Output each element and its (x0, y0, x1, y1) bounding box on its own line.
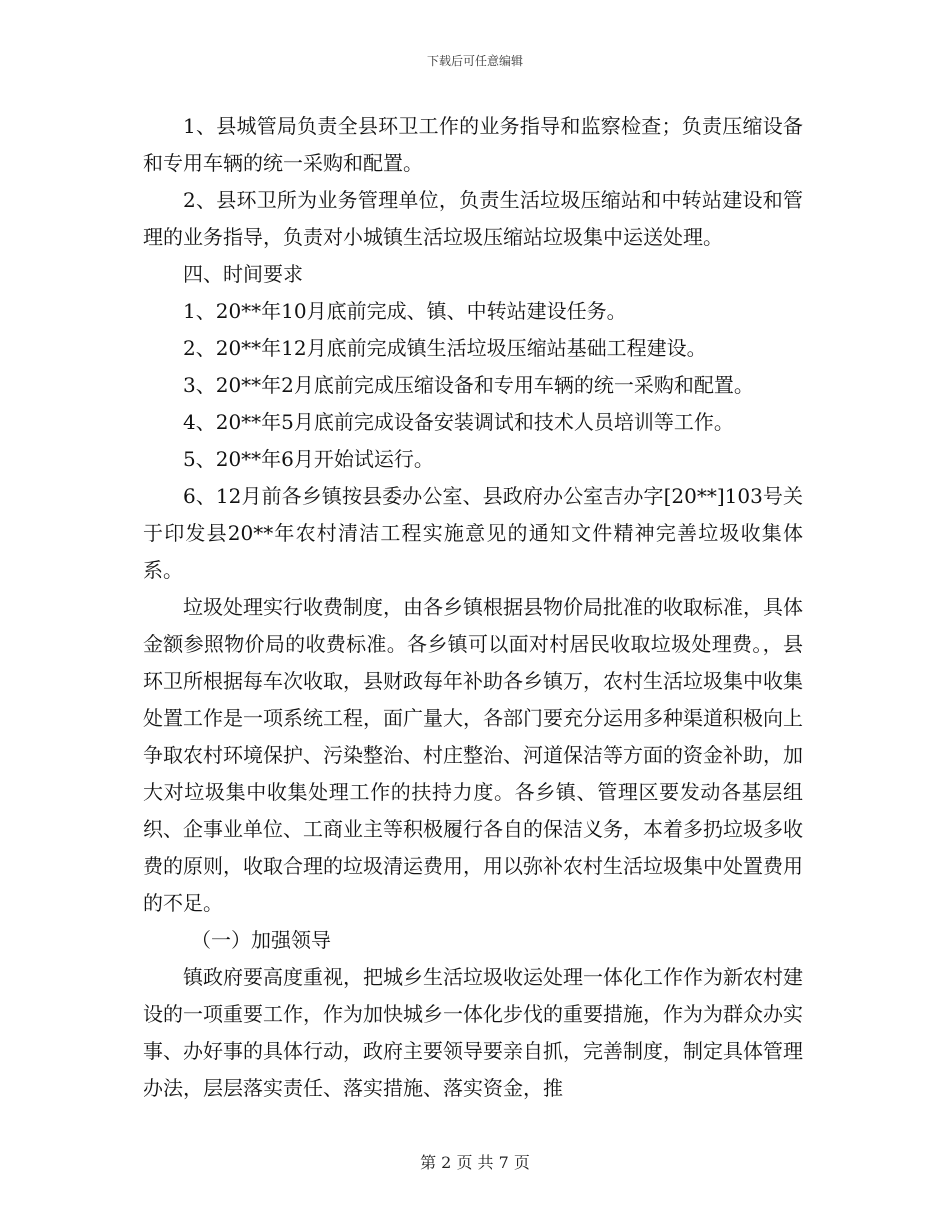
section-heading: 四、时间要求 (183, 262, 303, 286)
paragraph: 1、20**年10月底前完成、镇、中转站建设任务。 (183, 299, 627, 323)
paragraph: 1、县城管局负责全县环卫工作的业务指导和监察检查；负责压缩设备和专用车辆的统一采购和配置。 (143, 114, 803, 175)
paragraph: 3、20**年2月底前完成压缩设备和专用车辆的统一采购和配置。 (183, 373, 754, 397)
subsection-heading: （一）加强领导 (191, 928, 331, 952)
page-footer: 第 2 页 共 7 页 (420, 1153, 530, 1172)
page-header: 下载后可任意编辑 (426, 54, 523, 68)
paragraph: 4、20**年5月底前完成设备安装调试和技术人员培训等工作。 (183, 410, 734, 434)
paragraph: 5、20**年6月开始试运行。 (183, 447, 434, 471)
paragraph: 垃圾处理实行收费制度，由各乡镇根据县物价局批准的收取标准，具体金额参照物价局的收费标准。各乡镇可以面对村居民收取垃圾处理费。，县环卫所根据每车次收取，县财政每年补助各乡镇万，农村生活垃圾集中收集处置工作是一项系统工程，面广量大，各部门要充分运用多种渠道积极向上争取农村环境保护、污染整治、村庄整治、河道保洁等方面的资金补助，加大对垃圾集中收集处理工作的扶持力度。各乡镇、管理区要发动各基层组织、企事业单位、工商业主等积极履行各自的保洁义务，本着多扔垃圾多收费的原则，收取合理的垃圾清运费用，用以弥补农村生活垃圾集中处置费用的不足。 (143, 595, 803, 915)
document-body (143, 108, 803, 1107)
paragraph: 6、12月前各乡镇按县委办公室、县政府办公室吉办字[20**]103号关于印发县20**年农村清洁工程实施意见的通知文件精神完善垃圾收集体系。 (143, 484, 803, 582)
paragraph: 2、县环卫所为业务管理单位，负责生活垃圾压缩站和中转站建设和管理的业务指导，负责对小城镇生活垃圾压缩站垃圾集中运送处理。 (143, 188, 803, 249)
paragraph: 2、20**年12月底前完成镇生活垃圾压缩站基础工程建设。 (183, 336, 707, 360)
paragraph: 镇政府要高度重视，把城乡生活垃圾收运处理一体化工作作为新农村建设的一项重要工作，作为加快城乡一体化步伐的重要措施，作为为群众办实事、办好事的具体行动，政府主要领导要亲自抓，完善制度，制定具体管理办法，层层落实责任、落实措施、落实资金，推 (143, 965, 803, 1100)
